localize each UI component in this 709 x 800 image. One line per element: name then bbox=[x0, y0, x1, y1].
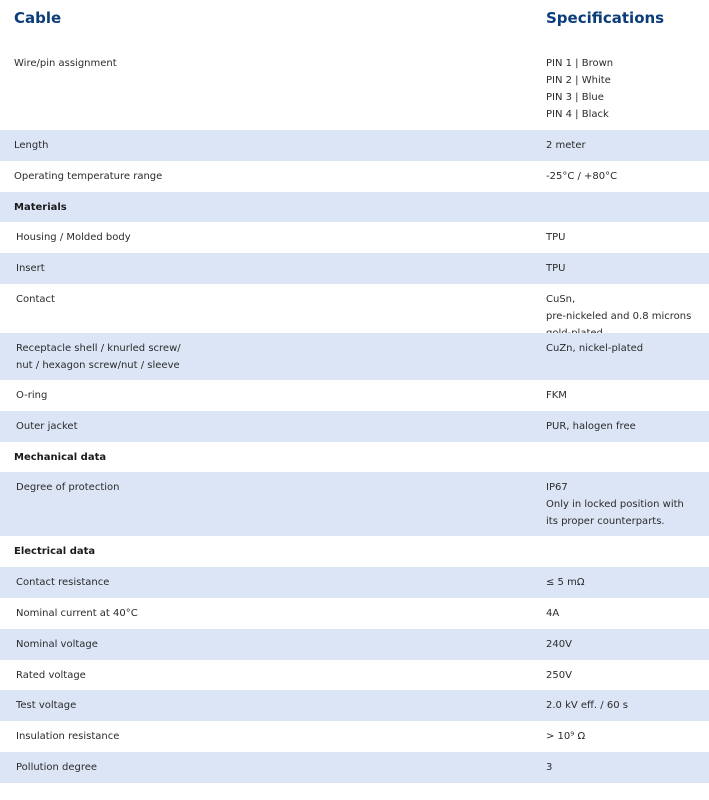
spec-label-line: O-ring bbox=[16, 390, 48, 401]
spec-value-line: PIN 3 | Blue bbox=[546, 92, 604, 103]
spec-label-line: nut / hexagon screw/nut / sleeve bbox=[16, 360, 180, 371]
spec-value bbox=[546, 728, 706, 745]
table-row bbox=[0, 380, 709, 411]
spec-value-line: its proper counterparts. bbox=[546, 516, 665, 527]
spec-value-line: FKM bbox=[546, 390, 567, 401]
spec-label-line: Pollution degree bbox=[16, 762, 98, 773]
spec-value bbox=[546, 387, 706, 404]
spec-value bbox=[546, 260, 706, 277]
spec-label-line: Degree of protection bbox=[16, 482, 120, 493]
spec-value bbox=[546, 168, 706, 185]
spec-value-line: TPU bbox=[546, 232, 566, 243]
spec-value-line: 4A bbox=[546, 608, 560, 619]
spec-label-line: Contact resistance bbox=[16, 577, 110, 588]
table-row bbox=[0, 567, 709, 598]
table-row bbox=[0, 598, 709, 629]
spec-value bbox=[546, 229, 706, 246]
spec-value bbox=[546, 479, 706, 530]
spec-label bbox=[14, 55, 514, 72]
spec-value-line: 2.0 kV eff. / 60 s bbox=[546, 700, 628, 711]
table-row bbox=[0, 333, 709, 380]
spec-value bbox=[546, 667, 706, 684]
table-row bbox=[0, 752, 709, 783]
spec-value-line: ≤ 5 mΩ bbox=[546, 577, 585, 588]
table-row bbox=[0, 411, 709, 442]
spec-label-line: Mechanical data bbox=[14, 452, 107, 463]
spec-value-line: IP67 bbox=[546, 482, 568, 493]
spec-label-line: Outer jacket bbox=[16, 421, 78, 432]
table-row bbox=[0, 130, 709, 161]
spec-value-line: 3 bbox=[546, 762, 553, 773]
spec-label-line: Contact bbox=[16, 294, 55, 305]
spec-label bbox=[16, 418, 516, 435]
spec-value bbox=[546, 340, 706, 357]
spec-label-line: Receptacle shell / knurled screw/ bbox=[16, 343, 181, 354]
table-row bbox=[0, 472, 709, 536]
spec-label bbox=[16, 667, 516, 684]
spec-value-line: 250V bbox=[546, 670, 572, 681]
spec-label bbox=[16, 728, 516, 745]
spec-label-line: Length bbox=[14, 140, 49, 151]
table-row bbox=[0, 629, 709, 660]
spec-value bbox=[546, 605, 706, 622]
spec-label bbox=[16, 479, 516, 496]
spec-label bbox=[14, 137, 514, 154]
spec-label bbox=[16, 636, 516, 653]
spec-label-line: Wire/pin assignment bbox=[14, 58, 117, 69]
section-title bbox=[14, 199, 514, 216]
spec-value-line: PIN 4 | Black bbox=[546, 109, 609, 120]
spec-label bbox=[16, 229, 516, 246]
spec-value bbox=[546, 55, 706, 123]
section-title bbox=[14, 543, 514, 560]
spec-label-line: Housing / Molded body bbox=[16, 232, 131, 243]
table-row bbox=[0, 161, 709, 192]
spec-value bbox=[546, 418, 706, 435]
table-row bbox=[0, 721, 709, 752]
spec-label-line: Nominal voltage bbox=[16, 639, 98, 650]
table-row bbox=[0, 48, 709, 130]
table-row bbox=[0, 222, 709, 253]
spec-label bbox=[16, 574, 516, 591]
spec-label bbox=[16, 697, 516, 714]
spec-value-line: -25°C / +80°C bbox=[546, 171, 618, 182]
spec-value-line: TPU bbox=[546, 263, 566, 274]
spec-value bbox=[546, 137, 706, 154]
spec-value bbox=[546, 636, 706, 653]
spec-value-line: pre-nickeled and 0.8 microns bbox=[546, 311, 692, 322]
spec-label bbox=[14, 168, 514, 185]
spec-value-line: PIN 1 | Brown bbox=[546, 58, 614, 69]
spec-value-line: CuZn, nickel-plated bbox=[546, 343, 644, 354]
table-row bbox=[0, 253, 709, 284]
section-row bbox=[0, 442, 709, 472]
spec-value bbox=[546, 759, 706, 776]
spec-label bbox=[16, 605, 516, 622]
spec-label-line: Rated voltage bbox=[16, 670, 86, 681]
spec-value bbox=[546, 574, 706, 591]
spec-label-line: Nominal current at 40°C bbox=[16, 608, 138, 619]
spec-value-line: 2 meter bbox=[546, 140, 586, 151]
spec-label-line: Test voltage bbox=[16, 700, 77, 711]
spec-label bbox=[16, 291, 516, 308]
spec-label bbox=[16, 260, 516, 277]
spec-value-line: PIN 2 | White bbox=[546, 75, 611, 86]
section-title bbox=[14, 449, 514, 466]
table-header bbox=[0, 0, 709, 48]
specifications-heading: Specifications bbox=[546, 9, 665, 27]
spec-value-line: 240V bbox=[546, 639, 572, 650]
spec-label-line: Materials bbox=[14, 202, 67, 213]
spec-label bbox=[16, 340, 516, 374]
spec-label bbox=[16, 387, 516, 404]
spec-value-line: CuSn, bbox=[546, 294, 576, 305]
section-row bbox=[0, 192, 709, 222]
spec-label-line: Electrical data bbox=[14, 546, 96, 557]
spec-label-line: Insulation resistance bbox=[16, 731, 120, 742]
spec-label bbox=[16, 759, 516, 776]
spec-label-line: Operating temperature range bbox=[14, 171, 163, 182]
spec-value-line: PUR, halogen free bbox=[546, 421, 636, 432]
section-row bbox=[0, 536, 709, 567]
spec-value bbox=[546, 697, 706, 714]
table-row bbox=[0, 660, 709, 690]
spec-value-line: Only in locked position with bbox=[546, 499, 684, 510]
table-row bbox=[0, 284, 709, 333]
table-row bbox=[0, 690, 709, 721]
spec-label-line: Insert bbox=[16, 263, 45, 274]
spec-rows bbox=[0, 48, 709, 783]
cable-heading: Cable bbox=[14, 9, 62, 27]
spec-value-line: > 10⁹ Ω bbox=[546, 731, 586, 742]
